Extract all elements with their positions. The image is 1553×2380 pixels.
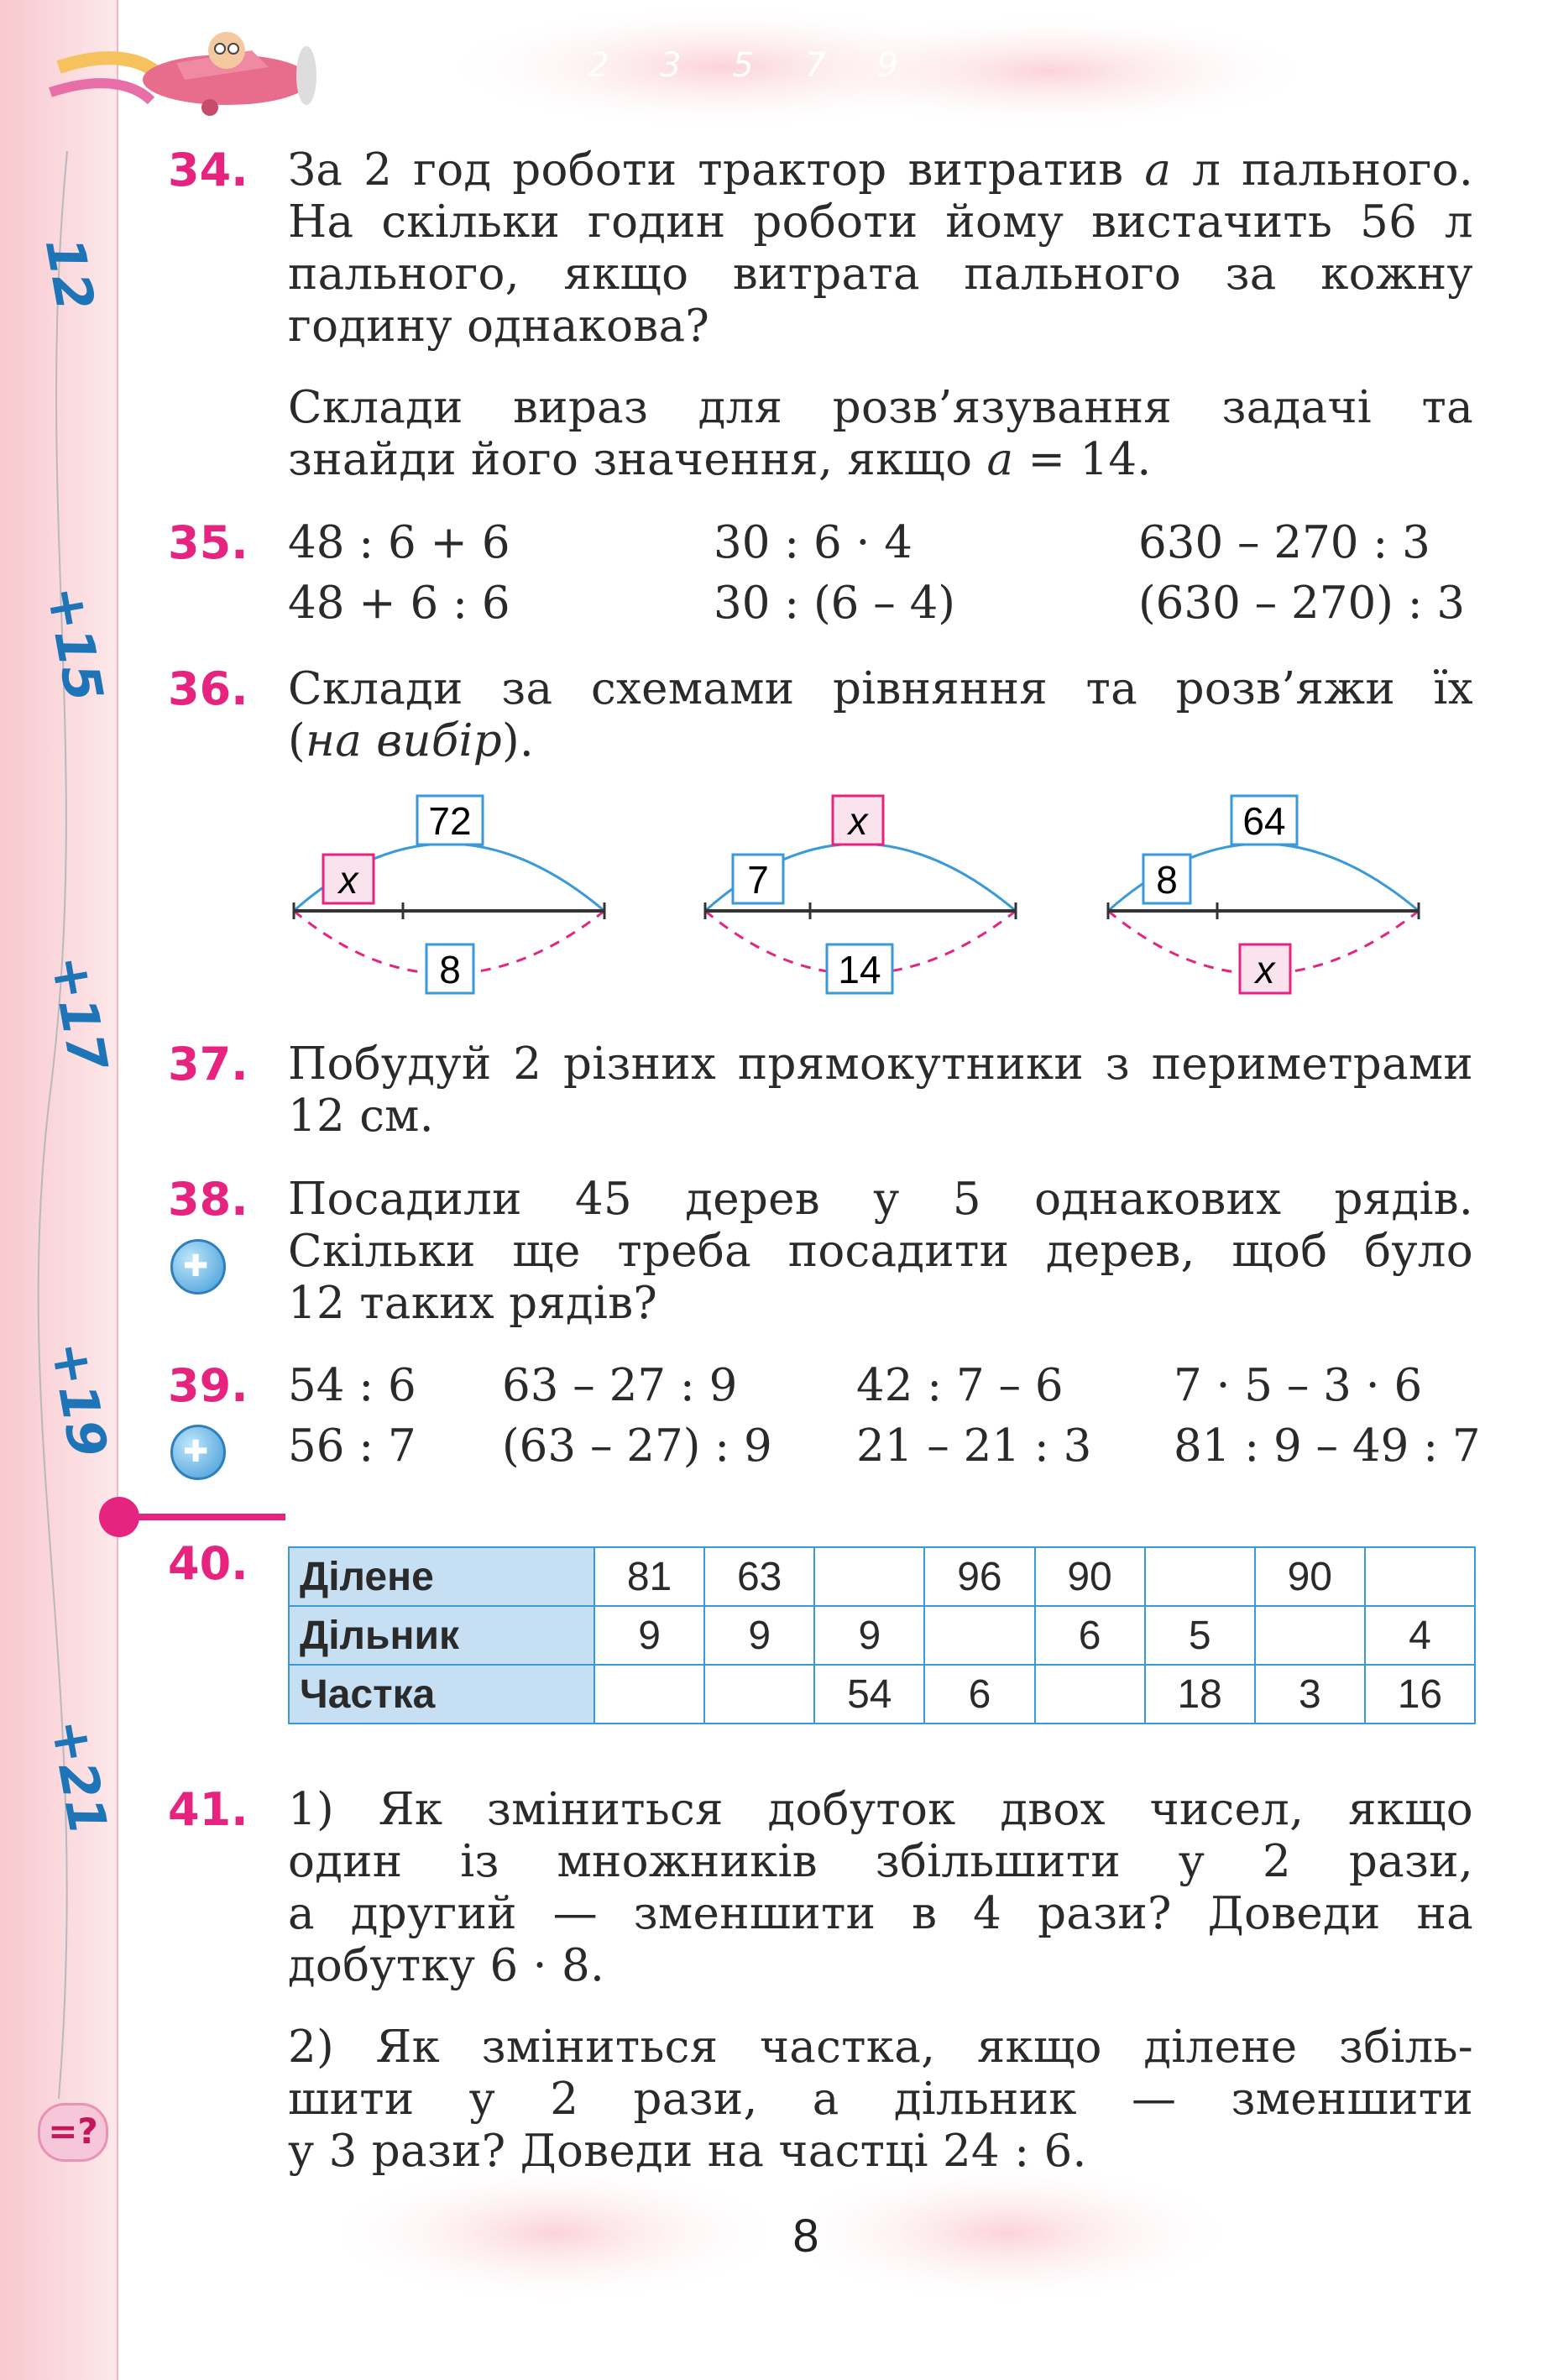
task-number: 41. (168, 1783, 248, 1836)
table-cell: 9 (594, 1606, 704, 1665)
text-line: На скільки годин роботи йому вистачить 56 л (288, 196, 1473, 248)
table-cell (924, 1606, 1034, 1665)
scheme-2 (705, 796, 1016, 993)
text-line: 1) Як зміниться добуток двох чисел, якщо (288, 1784, 1473, 1835)
sidebar-label: +19 (39, 1336, 120, 1462)
task-number: 39. (168, 1359, 248, 1412)
text-line: 12 см. (288, 1091, 434, 1142)
scheme-value: 7 (747, 858, 769, 902)
expression: 7 · 5 – 3 · 6 (1174, 1360, 1423, 1411)
task-number: 38. (168, 1173, 248, 1226)
expression: 21 – 21 : 3 (856, 1420, 1092, 1472)
table-cell: 90 (1035, 1547, 1145, 1606)
airplane-icon (126, 17, 327, 126)
table-cell (1365, 1547, 1475, 1606)
task-41-part-1 (288, 1784, 1473, 1992)
text-line: у 3 рази? Доведи на частці 24 : 6. (288, 2126, 1087, 2177)
scheme-value: 14 (838, 948, 881, 991)
table-cell: 6 (1035, 1606, 1145, 1665)
text-line: добутку 6 · 8. (288, 1940, 605, 1991)
text-line: Посадили 45 дерев у 5 однакових рядів. (288, 1174, 1473, 1225)
scheme-3 (1108, 796, 1419, 993)
text-line: знайди його значення, якщо a = 14. (288, 434, 1152, 485)
table-cell (1255, 1606, 1365, 1665)
text-line: пального, якщо витрата пального за кожну (288, 248, 1473, 300)
table-cell: 4 (1365, 1606, 1475, 1665)
table-cell: 5 (1145, 1606, 1255, 1665)
row-header: Ділене (289, 1547, 594, 1606)
expression: 30 : (6 – 4) (714, 578, 955, 629)
table-cell: 3 (1255, 1665, 1365, 1724)
text-line: Побудуй 2 різних прямокутники з периметрами (288, 1038, 1473, 1090)
expression: 63 – 27 : 9 (502, 1360, 738, 1411)
task-number: 36. (168, 662, 248, 715)
table-cell: 54 (814, 1665, 924, 1724)
task-number: 34. (168, 144, 248, 196)
text-line: Склади за схемами рівняння та розв’яжи їх (288, 663, 1473, 714)
text-line: 2) Як зміниться частка, якщо ділене збіль- (288, 2022, 1473, 2073)
task-41-part-2 (288, 2022, 1473, 2178)
sidebar-label: 12 (33, 233, 107, 316)
expression: 48 + 6 : 6 (288, 578, 510, 629)
task-number: 37. (168, 1038, 248, 1091)
text-line: Склади вираз для розв’язування задачі та (288, 382, 1473, 433)
sidebar-label: +17 (39, 950, 120, 1075)
task-38-text (288, 1174, 1473, 1330)
expression: 42 : 7 – 6 (856, 1360, 1064, 1411)
text-line: (на вибір). (288, 715, 535, 766)
help-badge: =? (38, 2103, 108, 2162)
division-table (288, 1546, 1476, 1724)
table-cell: 16 (1365, 1665, 1475, 1724)
expression: 56 : 7 (288, 1420, 416, 1472)
expression: 54 : 6 (288, 1360, 416, 1411)
scheme-value: x (1255, 948, 1275, 991)
task-34-text (288, 144, 1473, 353)
top-digits: 2 3 5 7 9 (588, 46, 919, 85)
expression: (63 – 27) : 9 (502, 1420, 772, 1472)
scheme-value: 72 (428, 799, 472, 843)
text-line: Скільки ще треба посадити дерев, щоб було (288, 1226, 1473, 1277)
equation-schemes (269, 785, 1477, 1003)
text-line: один із множників збільшити у 2 рази, (288, 1836, 1473, 1887)
table-cell: 63 (704, 1547, 814, 1606)
table-cell: 90 (1255, 1547, 1365, 1606)
table-cell (1145, 1547, 1255, 1606)
table-cell: 81 (594, 1547, 704, 1606)
expression: 630 – 270 : 3 (1138, 517, 1430, 568)
task-34-question (288, 382, 1473, 486)
table-cell (594, 1665, 704, 1724)
table-cell: 9 (704, 1606, 814, 1665)
text-line: шити у 2 рази, а дільник — зменшити (288, 2074, 1473, 2125)
expression: 48 : 6 + 6 (288, 517, 510, 568)
expression: 81 : 9 – 49 : 7 (1174, 1420, 1481, 1472)
table-cell (1035, 1665, 1145, 1724)
task-37-text (288, 1038, 1473, 1143)
row-header: Частка (289, 1665, 594, 1724)
table-cell: 9 (814, 1606, 924, 1665)
scheme-value: x (848, 799, 868, 843)
table-row (289, 1606, 1475, 1665)
table-cell: 18 (1145, 1665, 1255, 1724)
row-header: Дільник (289, 1606, 594, 1665)
scheme-1 (294, 796, 604, 993)
table-cell: 6 (924, 1665, 1034, 1724)
scheme-value: x (338, 858, 358, 902)
table-row (289, 1547, 1475, 1606)
sidebar-label: +15 (34, 581, 116, 706)
text-line: За 2 год роботи трактор витратив a л пального. (288, 144, 1473, 196)
text-line: годину однакова? (288, 301, 710, 352)
page-number: 8 (792, 2209, 819, 2262)
table-row (289, 1665, 1475, 1724)
text-line: а другий — зменшити в 4 рази? Доведи на (288, 1888, 1473, 1939)
table-cell (704, 1665, 814, 1724)
expression: 30 : 6 · 4 (714, 517, 912, 568)
puzzle-icon: ✚ (170, 1239, 226, 1295)
task-number: 40. (168, 1537, 248, 1590)
text-line: 12 таких рядів? (288, 1278, 658, 1329)
expression: (630 – 270) : 3 (1138, 578, 1466, 629)
puzzle-icon: ✚ (170, 1425, 226, 1480)
task-number: 35. (168, 516, 248, 569)
scheme-value: 64 (1242, 799, 1286, 843)
table-cell (814, 1547, 924, 1606)
task-36-text (288, 663, 1473, 767)
scheme-value: 8 (439, 948, 461, 991)
table-cell: 96 (924, 1547, 1034, 1606)
sidebar-label: +21 (39, 1714, 120, 1839)
scheme-value: 8 (1156, 858, 1178, 902)
